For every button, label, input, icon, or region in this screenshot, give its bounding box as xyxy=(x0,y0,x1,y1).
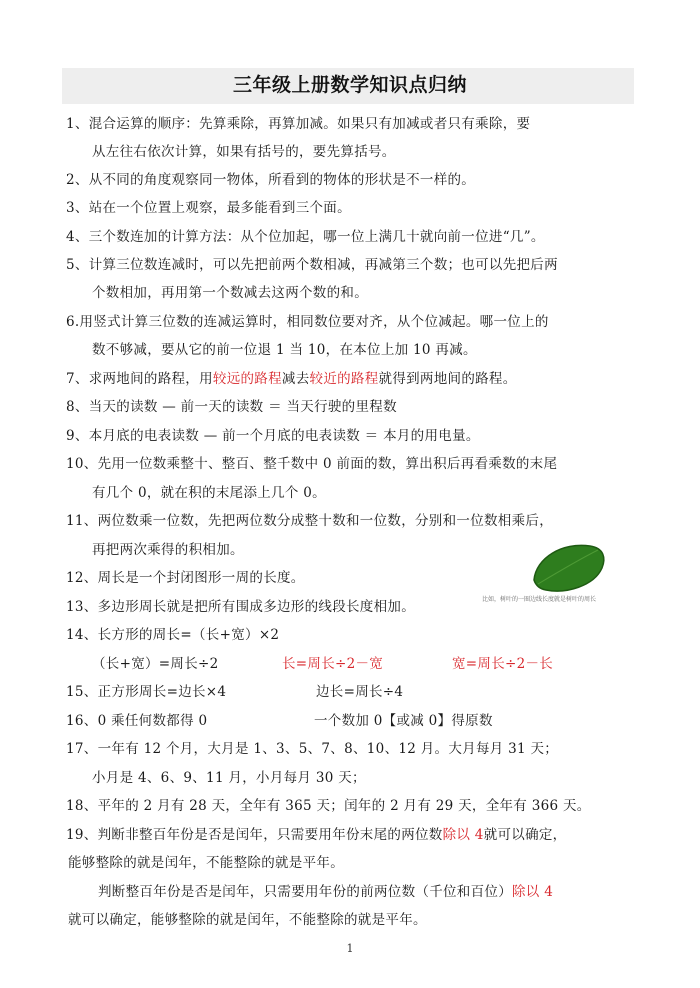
list-item-continuation: 能够整除的就是闰年，不能整除的就是平年。 xyxy=(68,855,344,871)
list-item: 3、站在一个位置上观察，最多能看到三个面。 xyxy=(66,200,351,216)
list-item-continuation: 再把两次乘得的积相加。 xyxy=(92,542,244,558)
leaf-caption: 比如，树叶的一圈边线长度就是树叶的周长 xyxy=(482,596,597,603)
formula-length: 长=周长÷2－宽 xyxy=(282,656,384,672)
list-item: 12、周长是一个封闭图形一周的长度。 xyxy=(66,570,305,586)
list-item-continuation: 小月是 4、6、9、11 月，小月每月 30 天； xyxy=(92,770,366,786)
list-item-continuation: 判断整百年份是否是闰年，只需要用年份的前两位数（千位和百位）除以 4 xyxy=(98,884,554,900)
formula-side: 边长=周长÷4 xyxy=(316,684,404,700)
list-item: 16、0 乘任何数都得 0 xyxy=(66,713,208,729)
list-item: 15、正方形周长=边长×4 xyxy=(66,684,227,700)
list-item: 4、三个数连加的计算方法：从个位加起，哪一位上满几十就向前一位进“几”。 xyxy=(66,229,545,245)
list-item: 17、一年有 12 个月，大月是 1、3、5、7、8、10、12 月。大月每月 31 天； xyxy=(66,741,559,757)
list-item: 13、多边形周长就是把所有围成多边形的线段长度相加。 xyxy=(66,599,415,615)
rule-add-zero: 一个数加 0【或减 0】得原数 xyxy=(314,713,493,729)
list-item: 2、从不同的角度观察同一物体，所看到的物体的形状是不一样的。 xyxy=(66,172,476,188)
page-number: 1 xyxy=(346,942,354,955)
list-item: 19、判断非整百年份是否是闰年，只需要用年份末尾的两位数除以 4就可以确定， xyxy=(66,827,567,843)
list-item: 7、求两地间的路程，用较远的路程减去较近的路程就得到两地间的路程。 xyxy=(66,371,517,387)
list-item-continuation: 有几个 0，就在积的末尾添上几个 0。 xyxy=(92,485,326,501)
list-item: 8、当天的读数 — 前一天的读数 ＝ 当天行驶的里程数 xyxy=(66,399,397,415)
list-item-continuation: （长+宽）=周长÷2 xyxy=(92,656,219,672)
leaf-image xyxy=(528,540,608,596)
list-item-continuation: 就可以确定，能够整除的就是闰年，不能整除的就是平年。 xyxy=(68,912,427,928)
list-item: 5、计算三位数连减时，可以先把前两个数相减，再减第三个数；也可以先把后两 xyxy=(66,257,558,273)
list-item: 18、平年的 2 月有 28 天，全年有 365 天；闰年的 2 月有 29 天，全年有 366 天。 xyxy=(66,798,591,814)
list-item: 11、两位数乘一位数，先把两位数分成整十数和一位数，分别和一位数相乘后， xyxy=(66,513,553,529)
formula-width: 宽=周长÷2－长 xyxy=(452,656,554,672)
list-item: 10、先用一位数乘整十、整百、整千数中 0 前面的数，算出积后再看乘数的末尾 xyxy=(66,456,558,472)
list-item: 1、混合运算的顺序：先算乘除，再算加减。如果只有加减或者只有乘除，要 xyxy=(66,116,531,132)
list-item-continuation: 数不够减，要从它的前一位退 1 当 10，在本位上加 10 再减。 xyxy=(92,342,477,358)
list-item-continuation: 从左往右依次计算，如果有括号的，要先算括号。 xyxy=(92,144,396,160)
page-title: 三年级上册数学知识点归纳 xyxy=(232,74,467,96)
list-item: 6.用竖式计算三位数的连减运算时，相同数位要对齐，从个位减起。哪一位上的 xyxy=(66,314,549,330)
list-item: 9、本月底的电表读数 — 前一个月底的电表读数 ＝ 本月的用电量。 xyxy=(66,428,480,444)
list-item-continuation: 个数相加，再用第一个数减去这两个数的和。 xyxy=(92,285,368,301)
list-item: 14、长方形的周长=（长+宽）×2 xyxy=(66,627,280,643)
